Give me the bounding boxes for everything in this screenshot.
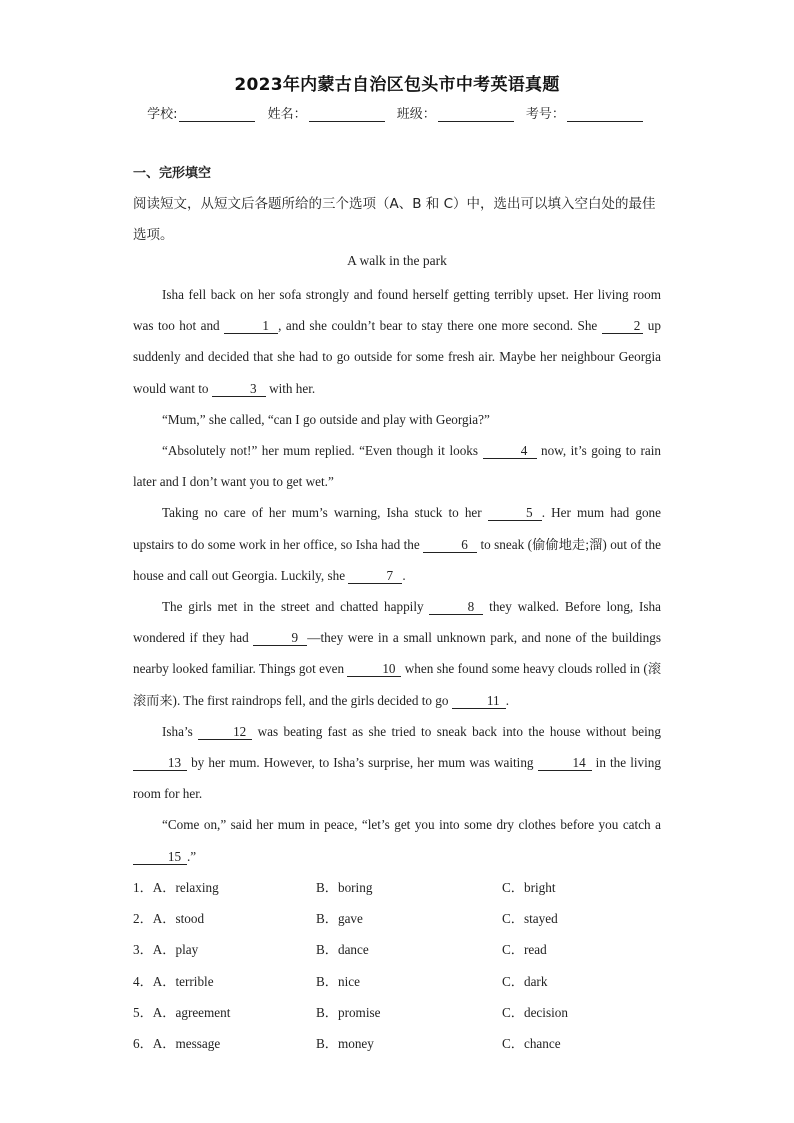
option-row-1	[133, 872, 661, 903]
text: Isha’s	[162, 723, 199, 739]
blank-3: 3	[212, 382, 266, 397]
option-b: B．money	[316, 1035, 374, 1051]
option-c: C．dark	[502, 973, 548, 989]
option-c: C．bright	[502, 880, 556, 895]
option-text: A．play	[152, 942, 199, 958]
text: to sneak (偷偷地走;溜) out of the house and call out Georgia. Luckily, she	[133, 536, 661, 583]
option-text: A．relaxing	[152, 880, 219, 895]
option-text: A．agreement	[152, 1004, 231, 1020]
text: . Her mum had gone upstairs to do some work in her office, so Isha had the	[133, 505, 661, 552]
school-blank	[179, 108, 255, 122]
blank-9: 9	[253, 631, 307, 646]
text: .”	[187, 848, 197, 864]
text: with her.	[265, 380, 316, 396]
paragraph-5	[133, 591, 661, 716]
option-c: C．decision	[502, 1004, 568, 1020]
paragraph-7	[133, 809, 661, 871]
text: .	[402, 567, 406, 583]
option-row-5	[133, 997, 661, 1028]
blank-10: 10	[347, 662, 401, 677]
text: Taking no care of her mum’s warning, Isha stuck to her	[162, 505, 488, 521]
text: by her mum. However, to Isha’s surprise, her mum was waiting	[187, 755, 538, 771]
option-a	[133, 872, 219, 903]
option-b: B．dance	[316, 942, 369, 958]
name-blank	[309, 108, 385, 122]
blank-12: 12	[198, 725, 252, 740]
option-b: B．gave	[316, 911, 363, 927]
option-a	[133, 966, 214, 997]
option-a	[133, 997, 230, 1028]
text: when she found some heavy clouds rolled in (滚滚而来). The first raindrops fell, and the girls decided to go	[133, 661, 662, 708]
option-a	[133, 1028, 220, 1059]
question-number: 4．	[133, 973, 153, 989]
instructions: 阅读短文，从短文后各题所给的三个选项（A、B 和 C）中，选出可以填入空白处的最佳选项。	[133, 196, 656, 243]
question-number: 6．	[133, 1035, 153, 1051]
number-label: 考号：	[525, 107, 565, 122]
text: The girls met in the street and chatted happily	[162, 599, 430, 615]
option-b: B．boring	[316, 880, 373, 895]
blank-2: 2	[602, 319, 644, 334]
blank-7: 7	[348, 569, 402, 584]
text: .	[505, 692, 510, 708]
option-b: B．promise	[316, 1004, 381, 1020]
option-row-4	[133, 966, 661, 997]
option-row-6	[133, 1028, 661, 1059]
option-b: B．nice	[316, 973, 360, 989]
text: “Absolutely not!” her mum replied. “Even though it looks	[162, 443, 483, 459]
option-text: A．stood	[152, 911, 205, 927]
text: Isha fell back on her sofa strongly and found herself getting terribly upset. Her living room was too hot and	[133, 287, 661, 334]
option-text: A．message	[152, 1035, 221, 1051]
option-c: C．stayed	[502, 911, 558, 927]
option-a	[133, 903, 204, 934]
question-number: 3．	[133, 942, 153, 958]
paragraph-3	[133, 435, 661, 497]
student-info-line	[0, 103, 794, 122]
option-a	[133, 934, 198, 965]
class-label: 班级：	[396, 107, 436, 122]
name-label: 姓名：	[267, 107, 307, 122]
blank-5: 5	[488, 506, 542, 521]
option-row-2	[133, 903, 661, 934]
question-number: 1．	[133, 880, 153, 895]
blank-6: 6	[423, 538, 477, 553]
blank-1: 1	[224, 319, 278, 334]
question-number: 2．	[133, 911, 153, 927]
text: , and she couldn’t bear to stay there one more second. She	[278, 318, 602, 334]
text: “Come on,” said her mum in peace, “let’s get you into some dry clothes before you catch a	[162, 817, 661, 833]
number-blank	[567, 108, 643, 122]
text: was beating fast as she tried to sneak back into the house without being	[252, 723, 661, 739]
answer-options	[133, 872, 661, 1059]
question-number: 5．	[133, 1004, 153, 1020]
text: now, it’s going to rain later and I don’t want you to get wet.”	[133, 443, 661, 490]
paragraph-2: “Mum,” she called, “can I go outside and play with Georgia?”	[162, 411, 490, 427]
blank-13: 13	[133, 756, 187, 771]
option-text: A．terrible	[152, 973, 214, 989]
page-title: 2023年内蒙古自治区包头市中考英语真题	[234, 75, 560, 95]
text: they walked. Before long, Isha wondered if they had	[133, 599, 661, 646]
text: —they were in a small unknown park, and none of the buildings nearby looked familiar. Things got even	[133, 630, 661, 677]
paragraph-1	[133, 279, 661, 404]
class-blank	[438, 108, 514, 122]
blank-8: 8	[429, 600, 483, 615]
passage-title: A walk in the park	[347, 253, 447, 268]
option-c: C．read	[502, 942, 547, 958]
blank-14: 14	[538, 756, 592, 771]
option-row-3	[133, 934, 661, 965]
passage	[133, 279, 661, 872]
blank-4: 4	[483, 444, 537, 459]
blank-15: 15	[133, 850, 187, 865]
text: in the living room for her.	[133, 755, 661, 802]
text: up suddenly and decided that she had to go outside for some fresh air. Maybe her neighbour Georgia would want to	[133, 318, 661, 396]
paragraph-4	[133, 497, 661, 591]
section-heading: 一、完形填空	[133, 166, 212, 181]
paragraph-6	[133, 716, 661, 810]
blank-11: 11	[452, 694, 506, 709]
option-c: C．chance	[502, 1035, 561, 1051]
school-label: 学校:	[147, 107, 178, 122]
